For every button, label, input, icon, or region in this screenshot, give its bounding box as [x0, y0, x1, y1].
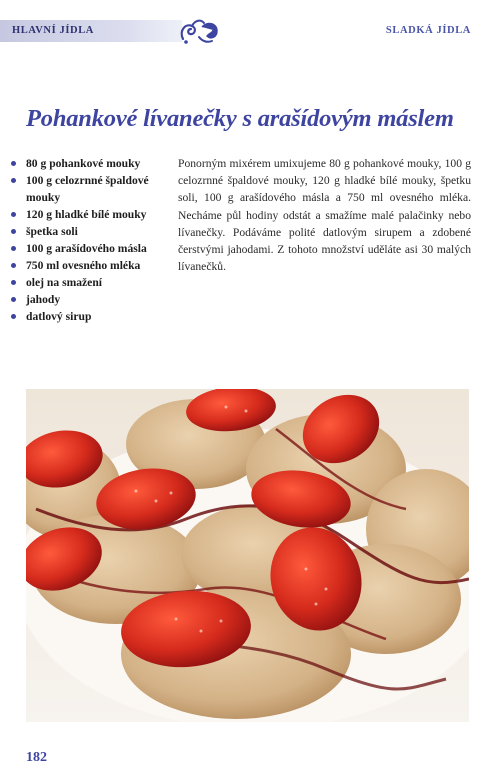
recipe-title: Pohankové lívanečky s arašídovým máslem	[26, 105, 454, 132]
ingredient-item: 80 g pohankové mouky	[8, 155, 176, 172]
ingredient-item: špetka soli	[8, 223, 176, 240]
ingredient-item: datlový sirup	[8, 308, 176, 325]
ingredient-item: 100 g arašídového másla	[8, 240, 176, 257]
recipe-photo	[26, 389, 469, 722]
recipe-method: Ponorným mixérem umixujeme 80 g pohankové mouky, 100 g celozrnné špaldové mouky, 120 g hladké bílé mouky, špetku soli, 100 g arašídového másla a 750 ml ovesného mléka. Necháme půl hodiny odstát a smažíme malé palačinky nebo lívanečky. Podáváme polité datlovým sirupem a zdobené čerstvými jahodami. Z tohoto množství uděláte asi 30 malých lívanečků.	[178, 157, 471, 274]
ingredient-list	[8, 155, 176, 325]
section-label-left: HLAVNÍ JÍDLA	[12, 25, 94, 36]
ingredient-item: 750 ml ovesného mléka	[8, 257, 176, 274]
page-number: 182	[26, 750, 47, 765]
ingredient-item: olej na smažení	[8, 274, 176, 291]
swirl-ornament-icon	[177, 17, 221, 47]
section-label-right: SLADKÁ JÍDLA	[385, 25, 471, 36]
ingredient-item: jahody	[8, 291, 176, 308]
ingredient-item: 120 g hladké bílé mouky	[8, 206, 176, 223]
ingredient-item: 100 g celozrnné špaldové mouky	[8, 172, 176, 206]
